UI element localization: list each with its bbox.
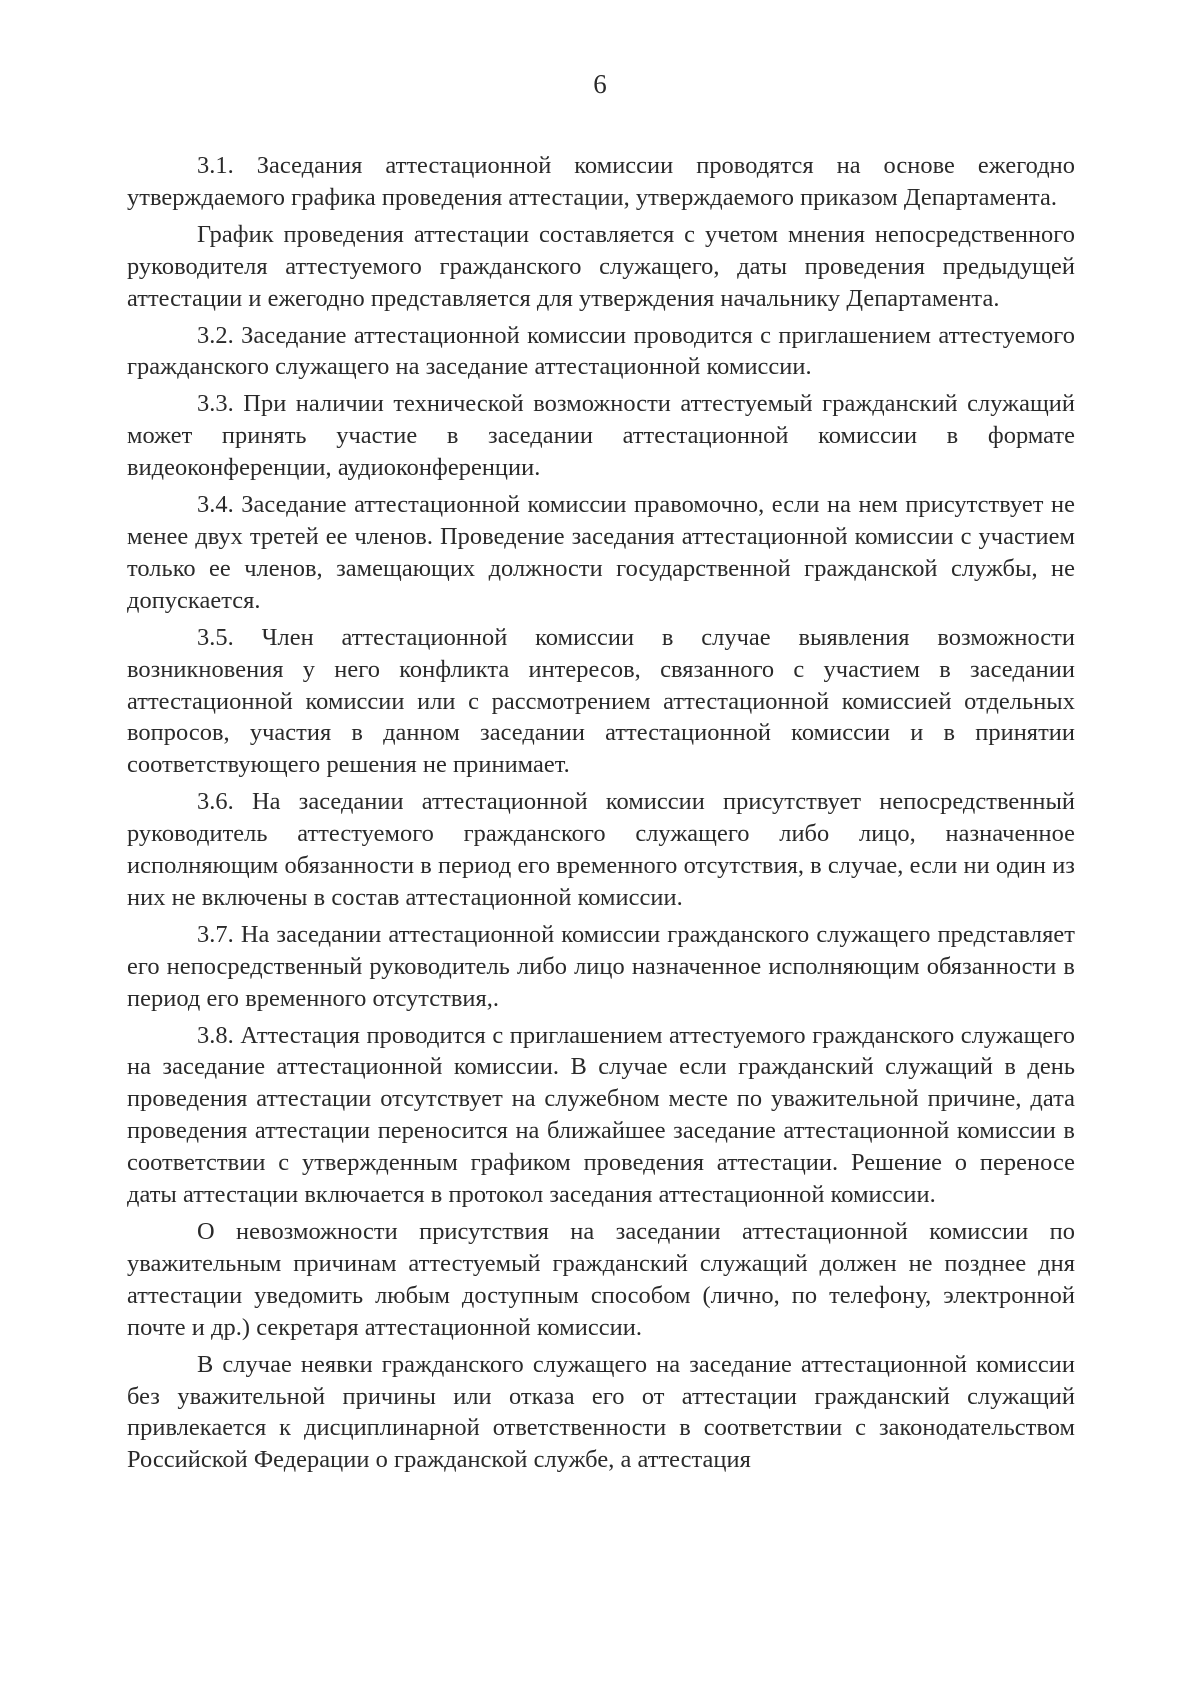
paragraph-3-4: 3.4. Заседание аттестационной комиссии правомочно, если на нем присутствует не менее двух третей ее членов. Проведение заседания аттестационной комиссии с участием только ее членов, замещающих должности государственной гражданской службы, не допускается. — [127, 491, 1075, 614]
paragraph-absence-notice: О невозможности присутствия на заседании аттестационной комиссии по уважительным причинам аттестуемый гражданский служащий должен не позднее дня аттестации уведомить любым доступным способом (лично, по телефону, электронной почте и др.) секретаря аттестационной комиссии. — [127, 1218, 1075, 1341]
paragraph-3-8: 3.8. Аттестация проводится с приглашением аттестуемого гражданского служащего на заседание аттестационной комиссии. В случае если гражданский служащий в день проведения аттестации отсутствует на служебном месте по уважительной причине, дата проведения аттестации переносится на ближайшее заседание аттестационной комиссии в соответствии с утвержденным графиком проведения аттестации. Решение о переносе даты аттестации включается в протокол заседания аттестационной комиссии. — [127, 1021, 1075, 1209]
paragraph-3-3: 3.3. При наличии технической возможности аттестуемый гражданский служащий может принять участие в заседании аттестационной комиссии в формате видеоконференции, аудиоконференции. — [127, 390, 1075, 482]
paragraph-non-attendance: В случае неявки гражданского служащего на заседание аттестационной комиссии без уважительной причины или отказа его от аттестации гражданский служащий привлекается к дисциплинарной ответственности в соответствии с законодательством Российской Федерации о гражданской службе, а аттестация — [127, 1350, 1075, 1474]
paragraph-3-5: 3.5. Член аттестационной комиссии в случае выявления возможности возникновения у него конфликта интересов, связанного с участием в заседании аттестационной комиссии или с рассмотрением аттестационной комиссией отдельных вопросов, участия в данном заседании аттестационной комиссии и в принятии соответствующего решения не принимает. — [127, 623, 1075, 779]
document-body — [127, 150, 1075, 1481]
page-number: 6 — [593, 69, 607, 99]
paragraph-schedule: График проведения аттестации составляется с учетом мнения непосредственного руководителя аттестуемого гражданского служащего, даты проведения предыдущей аттестации и ежегодно представляется для утверждения начальнику Департамента. — [127, 220, 1075, 312]
paragraph-3-6: 3.6. На заседании аттестационной комиссии присутствует непосредственный руководитель аттестуемого гражданского служащего либо лицо, назначенное исполняющим обязанности в период его временного отсутствия, в случае, если ни один из них не включены в состав аттестационной комиссии. — [127, 788, 1075, 911]
paragraph-3-2: 3.2. Заседание аттестационной комиссии проводится с приглашением аттестуемого гражданского служащего на заседание аттестационной комиссии. — [127, 321, 1075, 381]
paragraph-3-7: 3.7. На заседании аттестационной комиссии гражданского служащего представляет его непосредственный руководитель либо лицо назначенное исполняющим обязанности в период его временного отсутствия,. — [127, 920, 1075, 1012]
paragraph-3-1: 3.1. Заседания аттестационной комиссии проводятся на основе ежегодно утверждаемого графика проведения аттестации, утверждаемого приказом Департамента. — [127, 152, 1075, 211]
